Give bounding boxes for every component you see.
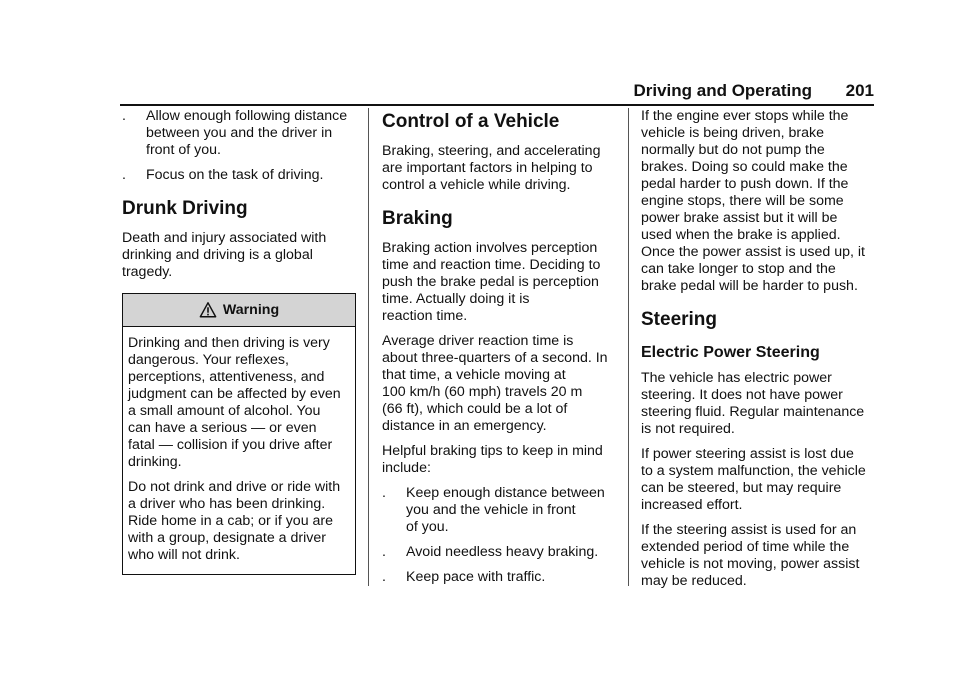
text-line: Helpful braking tips to keep in mind — [382, 443, 603, 459]
heading-electric-power-steering: Electric Power Steering — [641, 344, 820, 361]
paragraph — [128, 479, 350, 564]
section-title: Driving and Operating — [633, 81, 812, 100]
bullet-marker: . — [382, 569, 386, 585]
page-header — [120, 80, 874, 106]
text-line: Allow enough following distance — [146, 108, 348, 124]
text-line: 100 km/h (60 mph) travels 20 m — [382, 384, 583, 400]
text-line: time. Actually doing it is — [382, 291, 530, 307]
text-line: reaction time. — [382, 308, 468, 324]
text-line: If power steering assist is lost due — [641, 446, 854, 462]
list-item — [122, 108, 356, 159]
list-item — [382, 544, 616, 561]
text-line: brake pedal will be harder to push. — [641, 278, 858, 294]
text-line: used when the brake is applied. — [641, 227, 841, 243]
column-2 — [382, 108, 616, 594]
text-line: tragedy. — [122, 264, 173, 280]
text-line: dangerous. Your reflexes, — [128, 352, 289, 368]
text-line: are important factors in helping to — [382, 160, 593, 176]
bullet-marker: . — [122, 108, 126, 124]
text-line: Do not drink and drive or ride with — [128, 479, 341, 495]
text-line: drinking. — [128, 454, 182, 470]
paragraph — [128, 335, 350, 471]
text-line: push the brake pedal is perception — [382, 274, 599, 290]
page-number: 201 — [845, 81, 874, 100]
text-line: (66 ft), which could be a lot of — [382, 401, 568, 417]
text-line: drinking and driving is a global — [122, 247, 313, 263]
text-line: normally but do not pump the — [641, 142, 825, 158]
paragraph — [641, 370, 875, 438]
column-divider — [368, 108, 369, 586]
text-line: Keep pace with traffic. — [406, 569, 546, 585]
warning-box — [122, 293, 356, 575]
text-line: pedal harder to push down. If the — [641, 176, 849, 192]
column-1 — [122, 108, 356, 575]
warning-title: Warning — [222, 301, 280, 318]
paragraph — [641, 522, 875, 590]
heading-braking: Braking — [382, 208, 453, 229]
text-line: to a system malfunction, the vehicle — [641, 463, 866, 479]
text-line: fatal — collision if you drive after — [128, 437, 333, 453]
text-line: is not required. — [641, 421, 735, 437]
text-line: Avoid needless heavy braking. — [406, 544, 599, 560]
bullet-marker: . — [122, 167, 126, 183]
text-line: steering fluid. Regular maintenance — [641, 404, 865, 420]
warning-body — [123, 327, 355, 574]
text-line: Braking action involves perception — [382, 240, 598, 256]
text-line: engine stops, there will be some — [641, 193, 844, 209]
text-line: front of you. — [146, 142, 221, 158]
text-line: can take longer to stop and the — [641, 261, 836, 277]
text-line: Focus on the task of driving. — [146, 167, 324, 183]
text-line: judgment can be affected by even — [128, 386, 341, 402]
warning-triangle-icon — [199, 301, 217, 319]
text-line: with a group, designate a driver — [128, 530, 326, 546]
text-line: Drinking and then driving is very — [128, 335, 330, 351]
bullet-marker: . — [382, 544, 386, 560]
text-line: Death and injury associated with — [122, 230, 327, 246]
text-line: Once the power assist is used up, it — [641, 244, 865, 260]
text-line: Keep enough distance between — [406, 485, 605, 501]
text-line: between you and the driver in — [146, 125, 333, 141]
text-line: a small amount of alcohol. You — [128, 403, 321, 419]
paragraph — [641, 446, 875, 514]
text-line: you and the vehicle in front — [406, 502, 576, 518]
bullet-marker: . — [382, 485, 386, 501]
paragraph — [641, 108, 875, 295]
text-line: steering. It does not have power — [641, 387, 843, 403]
paragraph — [382, 443, 616, 477]
text-line: Braking, steering, and accelerating — [382, 143, 601, 159]
list-item — [382, 485, 616, 536]
text-line: who will not drink. — [128, 547, 240, 563]
text-line: control a vehicle while driving. — [382, 177, 571, 193]
text-line: a driver who has been drinking. — [128, 496, 326, 512]
column-divider — [628, 108, 629, 586]
paragraph — [382, 143, 616, 194]
paragraph — [122, 230, 356, 281]
text-line: The vehicle has electric power — [641, 370, 832, 386]
warning-header — [123, 294, 355, 327]
text-line: include: — [382, 460, 431, 476]
text-line: If the steering assist is used for an — [641, 522, 857, 538]
text-line: that time, a vehicle moving at — [382, 367, 566, 383]
text-line: distance in an emergency. — [382, 418, 547, 434]
heading-control-of-a-vehicle: Control of a Vehicle — [382, 111, 560, 132]
text-line: perceptions, attentiveness, and — [128, 369, 325, 385]
list-item — [122, 167, 356, 184]
text-line: about three-quarters of a second. In — [382, 350, 608, 366]
text-line: may be reduced. — [641, 573, 747, 589]
heading-steering: Steering — [641, 309, 718, 330]
list-item — [382, 569, 616, 586]
text-line: can be steered, but may require — [641, 480, 842, 496]
text-line: increased effort. — [641, 497, 743, 513]
heading-drunk-driving: Drunk Driving — [122, 198, 248, 219]
text-line: Average driver reaction time is — [382, 333, 574, 349]
text-line: can have a serious — or even — [128, 420, 317, 436]
text-line: time and reaction time. Deciding to — [382, 257, 601, 273]
text-line: extended period of time while the — [641, 539, 850, 555]
paragraph — [382, 240, 616, 325]
text-line: vehicle is being driven, brake — [641, 125, 824, 141]
text-line: Ride home in a cab; or if you are — [128, 513, 334, 529]
column-3 — [641, 108, 875, 598]
text-line: If the engine ever stops while the — [641, 108, 849, 124]
text-line: brakes. Doing so could make the — [641, 159, 848, 175]
text-line: of you. — [406, 519, 449, 535]
text-line: power brake assist but it will be — [641, 210, 838, 226]
text-line: vehicle is not moving, power assist — [641, 556, 860, 572]
paragraph — [382, 333, 616, 435]
